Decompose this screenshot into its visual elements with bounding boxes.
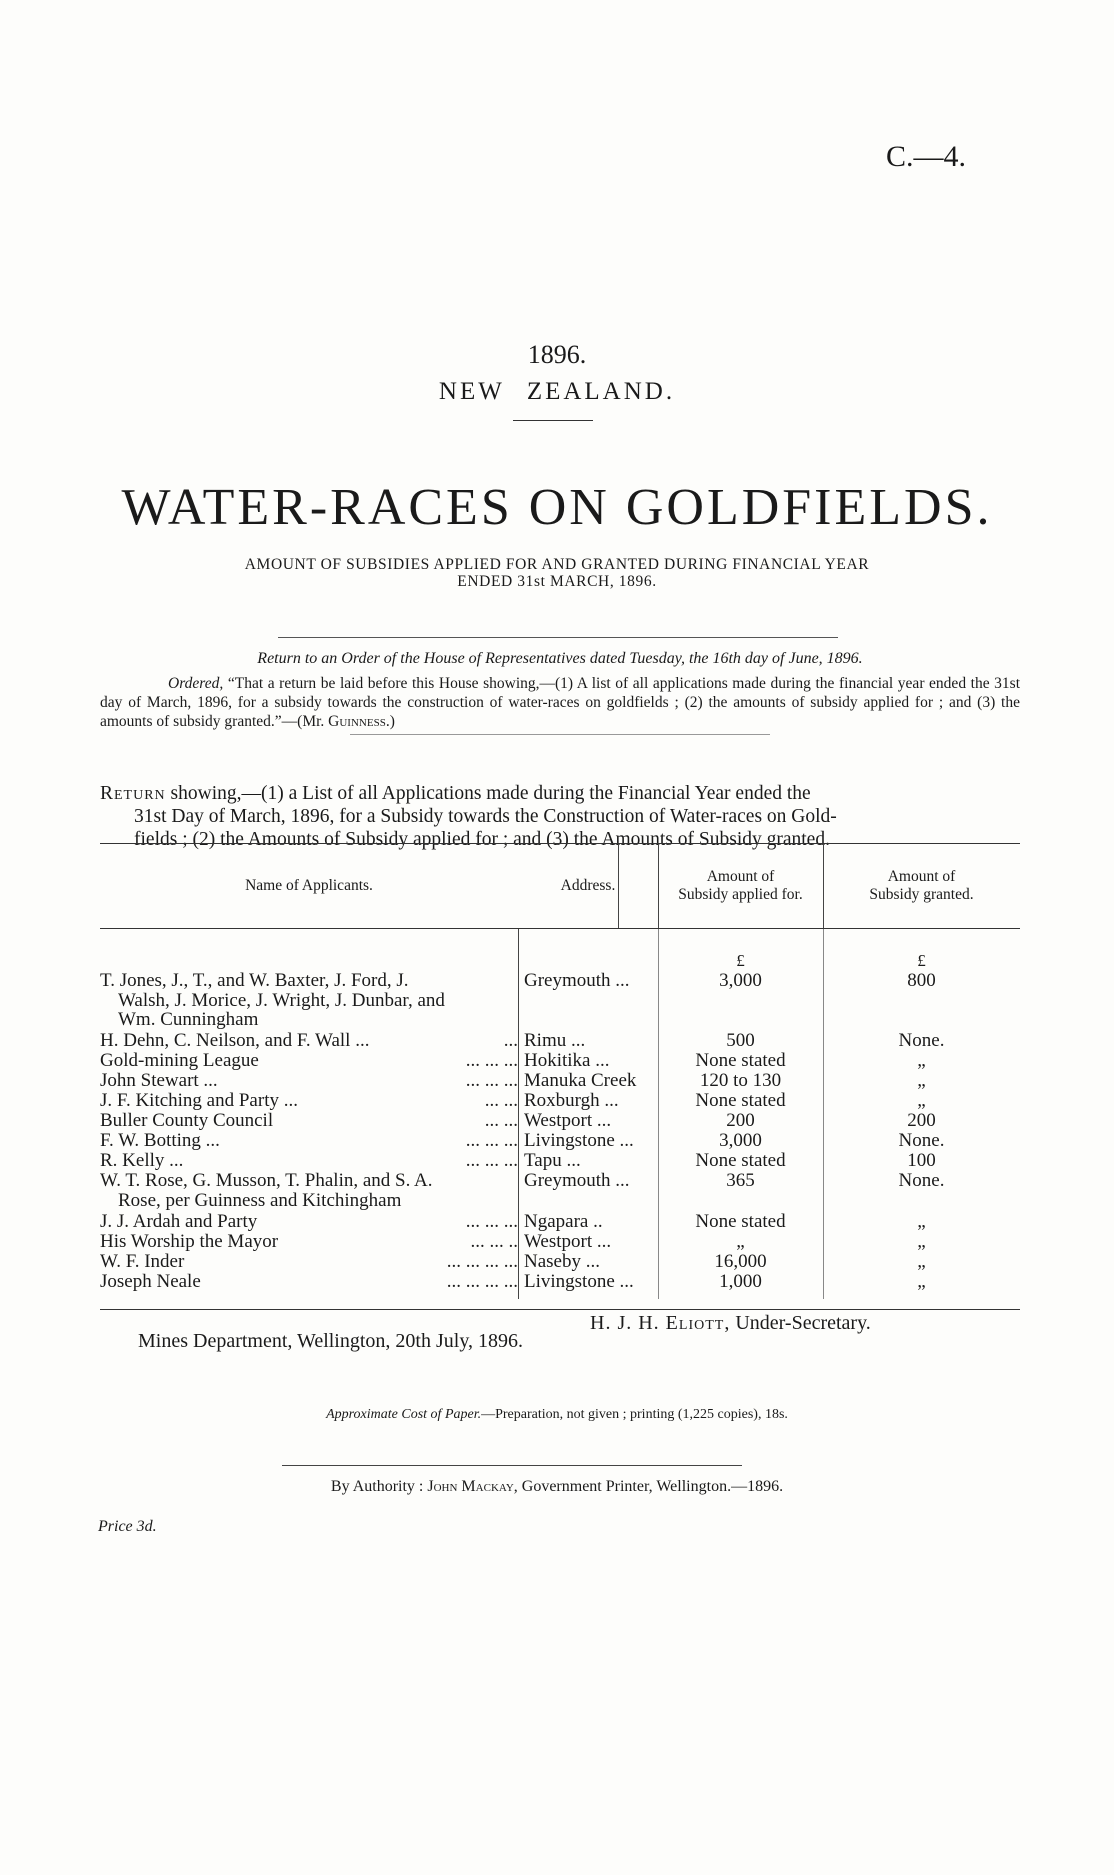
- table-header: [100, 843, 1020, 929]
- header-applied: [658, 844, 823, 928]
- country-word-1: NEW: [438, 378, 505, 405]
- amount-granted: „: [917, 1211, 926, 1232]
- document-year: 1896.: [527, 340, 587, 369]
- price: Price 3d.: [98, 1518, 157, 1535]
- return-first-word: Return: [100, 783, 166, 804]
- signature: [590, 1312, 871, 1335]
- amount-granted: „: [917, 1271, 926, 1292]
- amount-granted: 100: [907, 1150, 936, 1171]
- amount-applied: 365: [726, 1170, 755, 1191]
- order-member: Guinness.): [328, 713, 395, 730]
- amount-granted: „: [917, 1251, 926, 1272]
- applicant-name: [100, 971, 518, 1030]
- amount-granted: None.: [898, 1030, 945, 1051]
- table-bottom-rule: [100, 1309, 1020, 1310]
- order-ordered-label: Ordered,: [168, 675, 224, 692]
- cost-label: Approximate Cost of Paper.: [326, 1407, 482, 1422]
- return-line-3: fields ; (2) the Amounts of Subsidy applied for ; and (3) the Amounts of Subsidy granted.: [134, 829, 830, 850]
- leader-dots: ... ... ...: [465, 1211, 518, 1232]
- currency-applied: £: [736, 951, 745, 970]
- amount-applied: None stated: [695, 1211, 786, 1232]
- applicant-address: Naseby ...: [524, 1251, 600, 1272]
- leader-dots: ... ... ...: [465, 1150, 518, 1171]
- applicant-name: Gold-mining League: [100, 1050, 259, 1071]
- applicant-name-line-2: Rose, per Guinness and Kitchingham: [118, 1189, 402, 1211]
- header-applied-line-1: Amount of: [706, 868, 775, 885]
- amount-granted: „: [917, 1050, 926, 1071]
- amount-applied: None stated: [695, 1090, 786, 1111]
- country-heading: [0, 378, 1114, 406]
- leader-dots: ...: [503, 1030, 518, 1051]
- applicant-name-line-1: W. T. Rose, G. Musson, T. Phalin, and S. A.: [100, 1170, 433, 1191]
- applicant-address: Greymouth ...: [524, 970, 630, 991]
- paper-reference: C.—4.: [885, 140, 966, 173]
- amount-applied: „: [736, 1231, 745, 1252]
- applicant-address: Ngapara ..: [524, 1211, 603, 1232]
- subsidy-table: [100, 843, 1020, 1304]
- applicant-address: Manuka Creek: [524, 1070, 637, 1091]
- amount-applied: 1,000: [719, 1271, 762, 1292]
- applicant-name: His Worship the Mayor: [100, 1231, 279, 1252]
- column-divider: [823, 844, 824, 928]
- leader-dots: ... ... ..: [470, 1231, 518, 1252]
- applicant-name: J. F. Kitching and Party ...: [100, 1090, 298, 1111]
- applicant-address: Westport ...: [524, 1110, 612, 1131]
- applicant-name: W. F. Inder: [100, 1251, 185, 1272]
- leader-dots: ... ... ...: [465, 1050, 518, 1071]
- applicant-address: Greymouth ...: [524, 1170, 630, 1191]
- applicant-address: Rimu ...: [524, 1030, 586, 1051]
- table-body: [100, 929, 1020, 1304]
- divider-order-bottom: [350, 734, 770, 735]
- amount-applied: None stated: [695, 1050, 786, 1071]
- country-word-2: ZEALAND.: [526, 378, 676, 405]
- divider-short: [513, 420, 593, 421]
- amount-applied: 120 to 130: [699, 1070, 782, 1091]
- amount-applied: 3,000: [719, 970, 762, 991]
- header-address: Address.: [560, 877, 616, 894]
- applicant-name: Joseph Neale: [100, 1271, 201, 1292]
- amount-granted: „: [917, 1070, 926, 1091]
- amount-applied: 16,000: [714, 1251, 767, 1272]
- leader-dots: ... ... ... ...: [446, 1251, 518, 1272]
- amount-applied: 500: [726, 1030, 755, 1051]
- subtitle-line-2: ENDED 31st MARCH, 1896.: [457, 573, 657, 590]
- leader-dots: ... ... ... ...: [446, 1271, 518, 1292]
- applicant-address: Livingstone ...: [524, 1271, 634, 1292]
- header-applied-line-2: Subsidy applied for.: [678, 886, 803, 903]
- applicant-name: John Stewart ...: [100, 1070, 218, 1091]
- subtitle-line-1: AMOUNT OF SUBSIDIES APPLIED FOR AND GRANTED DURING FINANCIAL YEAR: [244, 556, 870, 573]
- order-citation: Return to an Order of the House of Representatives dated Tuesday, the 16th day of June, 1896.: [257, 650, 863, 667]
- amount-granted: None.: [898, 1170, 945, 1191]
- leader-dots: ... ... ...: [465, 1070, 518, 1091]
- cost-text: —Preparation, not given ; printing (1,225 copies), 18s.: [481, 1407, 788, 1422]
- divider-order-top: [278, 637, 838, 638]
- header-name: Name of Applicants.: [245, 877, 373, 894]
- currency-granted: £: [917, 951, 926, 970]
- applicant-name: Buller County Council: [100, 1110, 274, 1131]
- applicant-address: Hokitika ...: [524, 1050, 610, 1071]
- header-granted-line-1: Amount of: [887, 868, 956, 885]
- document-title: WATER-RACES ON GOLDFIELDS.: [121, 479, 993, 536]
- column-divider: [618, 844, 619, 928]
- amount-applied: 200: [726, 1110, 755, 1131]
- document-subtitle: [150, 556, 964, 590]
- leader-dots: ... ... ...: [465, 1130, 518, 1151]
- cost-note: [0, 1407, 1114, 1423]
- applicant-name: F. W. Botting ...: [100, 1130, 220, 1151]
- applicant-address: Roxburgh ...: [524, 1090, 619, 1111]
- order-body: “That a return be laid before this House showing,—(1) A list of all applications made during the financial year ended the 31st day of March, 1896, for a subsidy towards the construction of water-races on goldfields ; (2) the amounts of subsidy applied for ; and (3) the amounts of subsidy granted.”—(Mr.: [100, 675, 1021, 730]
- amount-granted: „: [917, 1090, 926, 1111]
- applicant-address: Tapu ...: [524, 1150, 581, 1171]
- amount-applied: None stated: [695, 1150, 786, 1171]
- applicant-name-line-2: Walsh, J. Morice, J. Wright, J. Dunbar, and: [118, 989, 445, 1011]
- return-paragraph: [100, 782, 1020, 851]
- printer-authority: [0, 1478, 1114, 1496]
- amount-granted: None.: [898, 1130, 945, 1151]
- order-text: [100, 674, 1020, 731]
- applicant-address: Livingstone ...: [524, 1130, 634, 1151]
- applicant-name: H. Dehn, C. Neilson, and F. Wall ...: [100, 1030, 370, 1051]
- leader-dots: ... ...: [484, 1090, 518, 1111]
- header-granted-line-2: Subsidy granted.: [869, 886, 974, 903]
- column-divider: [658, 844, 659, 928]
- return-line-1: showing,—(1) a List of all Applications made during the Financial Year ended the: [170, 783, 811, 804]
- authority-suffix: Government Printer, Wellington.—1896.: [521, 1478, 784, 1495]
- amount-granted: „: [917, 1231, 926, 1252]
- applicant-address: Westport ...: [524, 1231, 612, 1252]
- leader-dots: ... ...: [484, 1110, 518, 1131]
- printer-name: John Mackay,: [427, 1478, 518, 1495]
- amount-granted: 800: [907, 970, 936, 991]
- applicant-name: J. J. Ardah and Party: [100, 1211, 258, 1232]
- applicant-name-line-3: Wm. Cunningham: [118, 1009, 259, 1030]
- signer-name: H. J. H. Eliott,: [590, 1312, 731, 1334]
- amount-applied: 3,000: [719, 1130, 762, 1151]
- signer-title: Under-Secretary.: [735, 1312, 871, 1334]
- applicant-name: [100, 1171, 518, 1210]
- applicant-name-line-1: T. Jones, J., T., and W. Baxter, J. Ford, J.: [100, 970, 409, 991]
- return-line-2: 31st Day of March, 1896, for a Subsidy towards the Construction of Water-races on Gold-: [134, 806, 837, 827]
- column-divider: [518, 929, 519, 1299]
- authority-prefix: By Authority :: [330, 1478, 424, 1495]
- header-granted: [823, 844, 1020, 928]
- department-line: Mines Department, Wellington, 20th July, 1896.: [138, 1330, 524, 1352]
- amount-granted: 200: [907, 1110, 936, 1131]
- divider-footer: [282, 1465, 742, 1466]
- applicant-name: R. Kelly ...: [100, 1150, 184, 1171]
